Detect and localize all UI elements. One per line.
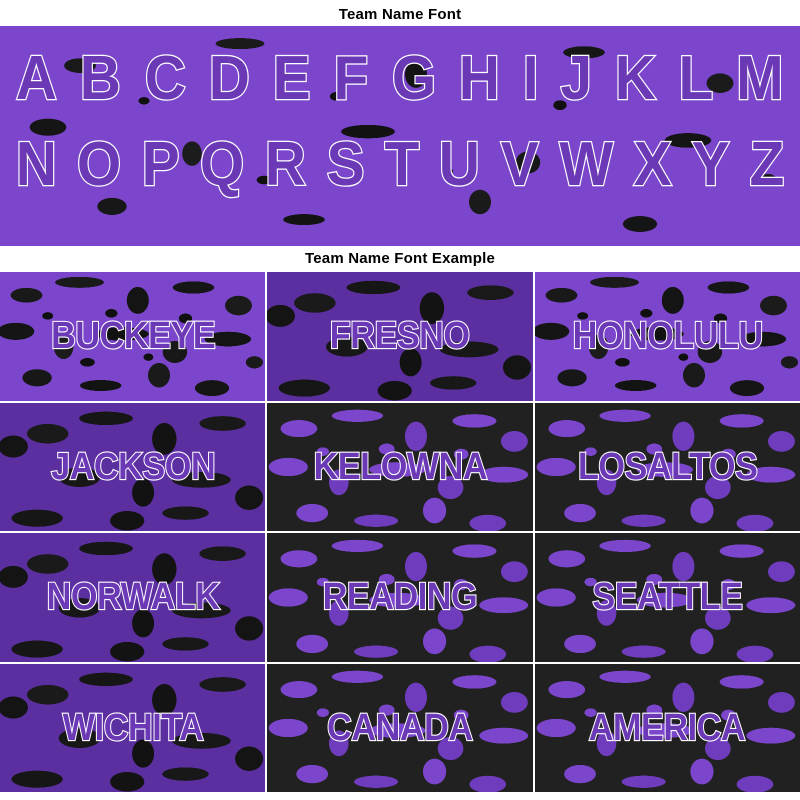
alphabet-letter: P [142,130,181,199]
example-label: HONOLULU [572,315,763,358]
example-cell [535,664,800,793]
example-label: KELOWNA [313,445,487,488]
example-label: READING [322,576,478,619]
alphabet-letter: C [144,44,186,113]
alphabet-row-2 [14,122,786,208]
example-label: NORWALK [46,576,220,619]
alphabet-letter: H [459,44,501,113]
example-label: FRESNO [330,315,470,358]
alphabet-letter: D [208,44,250,113]
alphabet-letter: X [633,130,672,199]
example-cell [0,403,265,532]
alphabet-letter: U [439,130,481,199]
alphabet-letter: Z [749,130,785,199]
example-cell [0,533,265,662]
alphabet-letter: S [326,130,365,199]
team-name-font-example-title: Team Name Font Example [0,246,800,272]
alphabet-letter: Q [200,130,245,199]
examples-grid [0,272,800,792]
example-cell [267,533,532,662]
example-cell [267,272,532,401]
alphabet-letter: Y [691,130,730,199]
alphabet-letter: A [15,44,57,113]
alphabet-rows [0,26,800,208]
alphabet-panel [0,26,800,246]
alphabet-letter: K [614,44,656,113]
example-label: JACKSON [50,445,215,488]
example-label: CANADA [327,706,473,749]
alphabet-letter: L [678,44,714,113]
alphabet-letter: V [500,130,539,199]
example-cell [267,664,532,793]
example-label: LOSALTOS [577,445,758,488]
alphabet-letter: G [391,44,436,113]
example-label: BUCKEYE [50,315,215,358]
example-cell [0,272,265,401]
alphabet-letter: T [384,130,420,199]
example-label: AMERICA [589,706,746,749]
alphabet-letter: N [15,130,57,199]
alphabet-letter: I [522,44,539,113]
example-cell [535,533,800,662]
alphabet-letter: R [265,130,307,199]
team-name-font-title: Team Name Font [0,0,800,26]
example-cell [0,664,265,793]
example-cell [535,272,800,401]
example-label: SEATTLE [592,576,743,619]
alphabet-letter: O [77,130,122,199]
alphabet-letter: E [272,44,312,113]
alphabet-letter: B [80,44,122,113]
alphabet-letter: F [333,44,369,113]
alphabet-letter: W [559,130,614,199]
alphabet-letter: J [559,44,592,113]
example-label: WICHITA [62,706,203,749]
example-cell [535,403,800,532]
alphabet-letter: M [736,44,784,113]
alphabet-row-1 [14,36,786,122]
example-cell [267,403,532,532]
